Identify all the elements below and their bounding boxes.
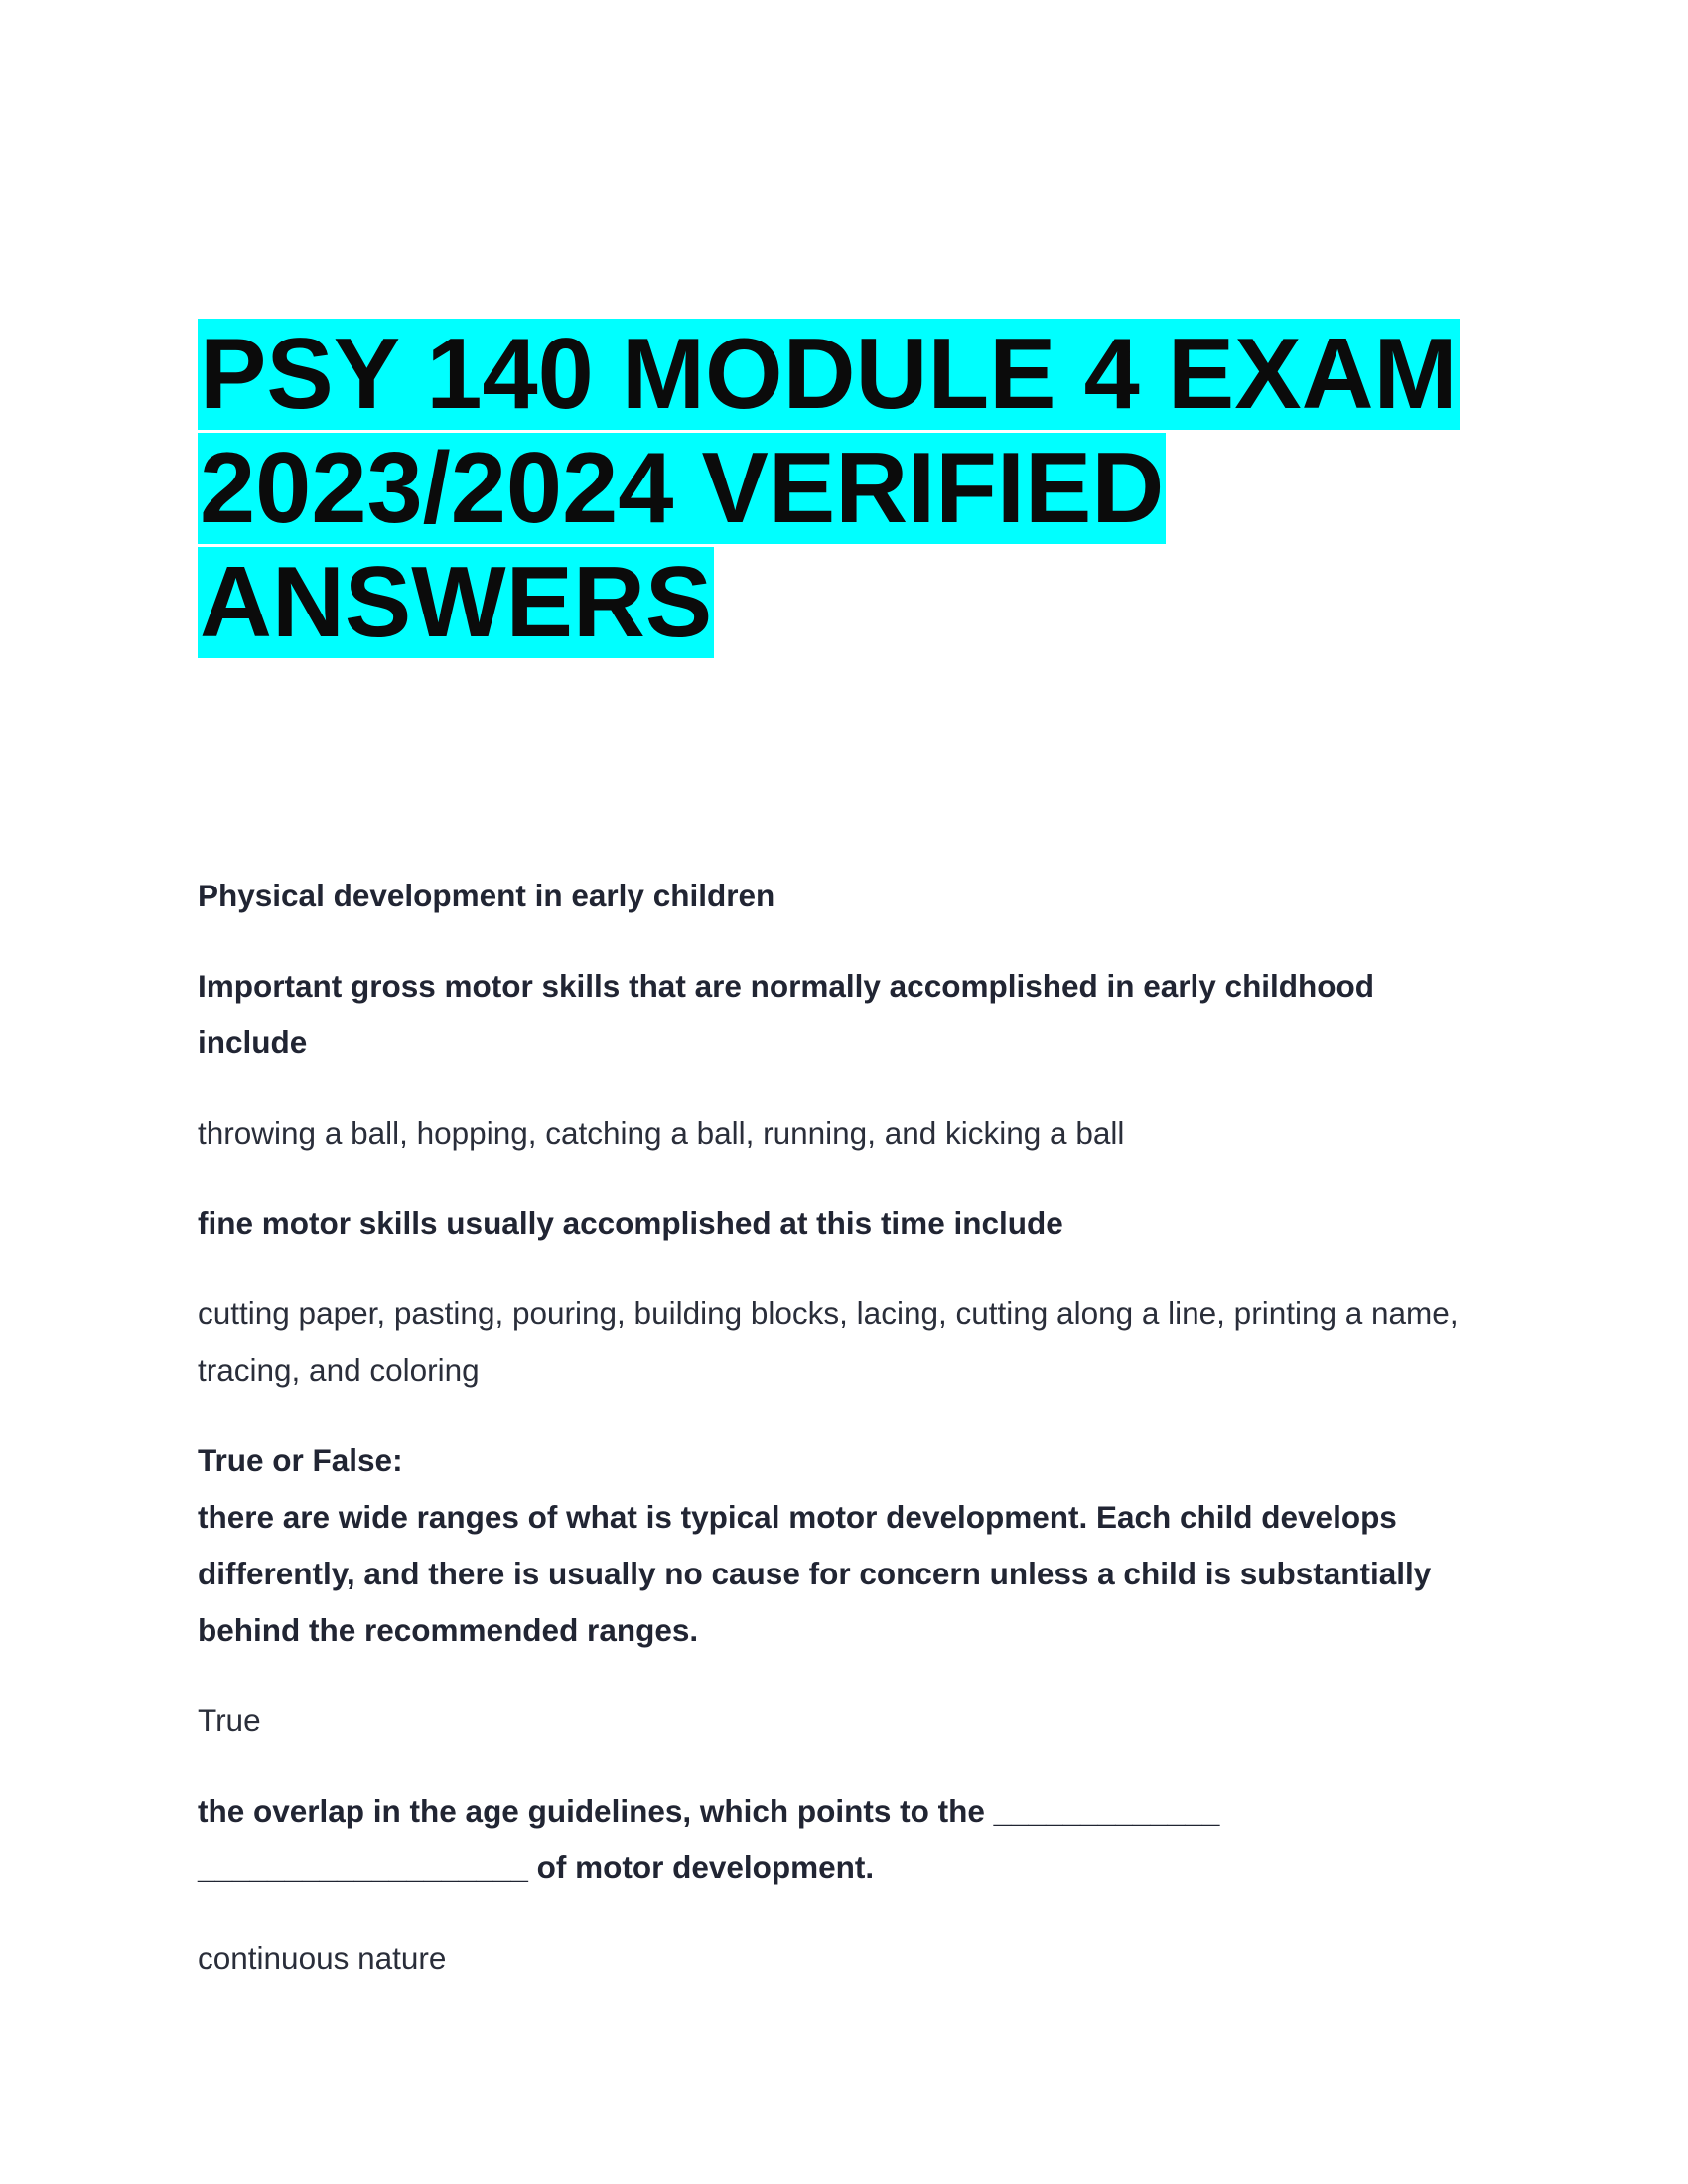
- answer-3: True: [198, 1703, 261, 1738]
- answer-2: cutting paper, pasting, pouring, building blocks, lacing, cutting along a line, printing a name, tracing, and coloring: [198, 1296, 1459, 1388]
- question-4: the overlap in the age guidelines, which points to the _____________ ___________________ of motor development.: [198, 1793, 1220, 1885]
- question-2: fine motor skills usually accomplished at this time include: [198, 1205, 1063, 1241]
- answer-4: continuous nature: [198, 1940, 447, 1976]
- question-3: there are wide ranges of what is typical motor development. Each child develops differently, and there is usually no cause for concern unless a child is substantially behind the recommended ranges.: [198, 1499, 1432, 1648]
- title-highlight: PSY 140 MODULE 4 EXAM 2023/2024 VERIFIED ANSWERS: [200, 319, 1458, 658]
- question-1: Important gross motor skills that are normally accomplished in early childhood include: [198, 968, 1375, 1060]
- question-3-prefix: True or False:: [198, 1442, 403, 1478]
- document-title: [198, 318, 1508, 660]
- answer-1: throwing a ball, hopping, catching a ball, running, and kicking a ball: [198, 1115, 1125, 1151]
- document-body: [198, 868, 1488, 1986]
- section-heading: Physical development in early children: [198, 878, 775, 913]
